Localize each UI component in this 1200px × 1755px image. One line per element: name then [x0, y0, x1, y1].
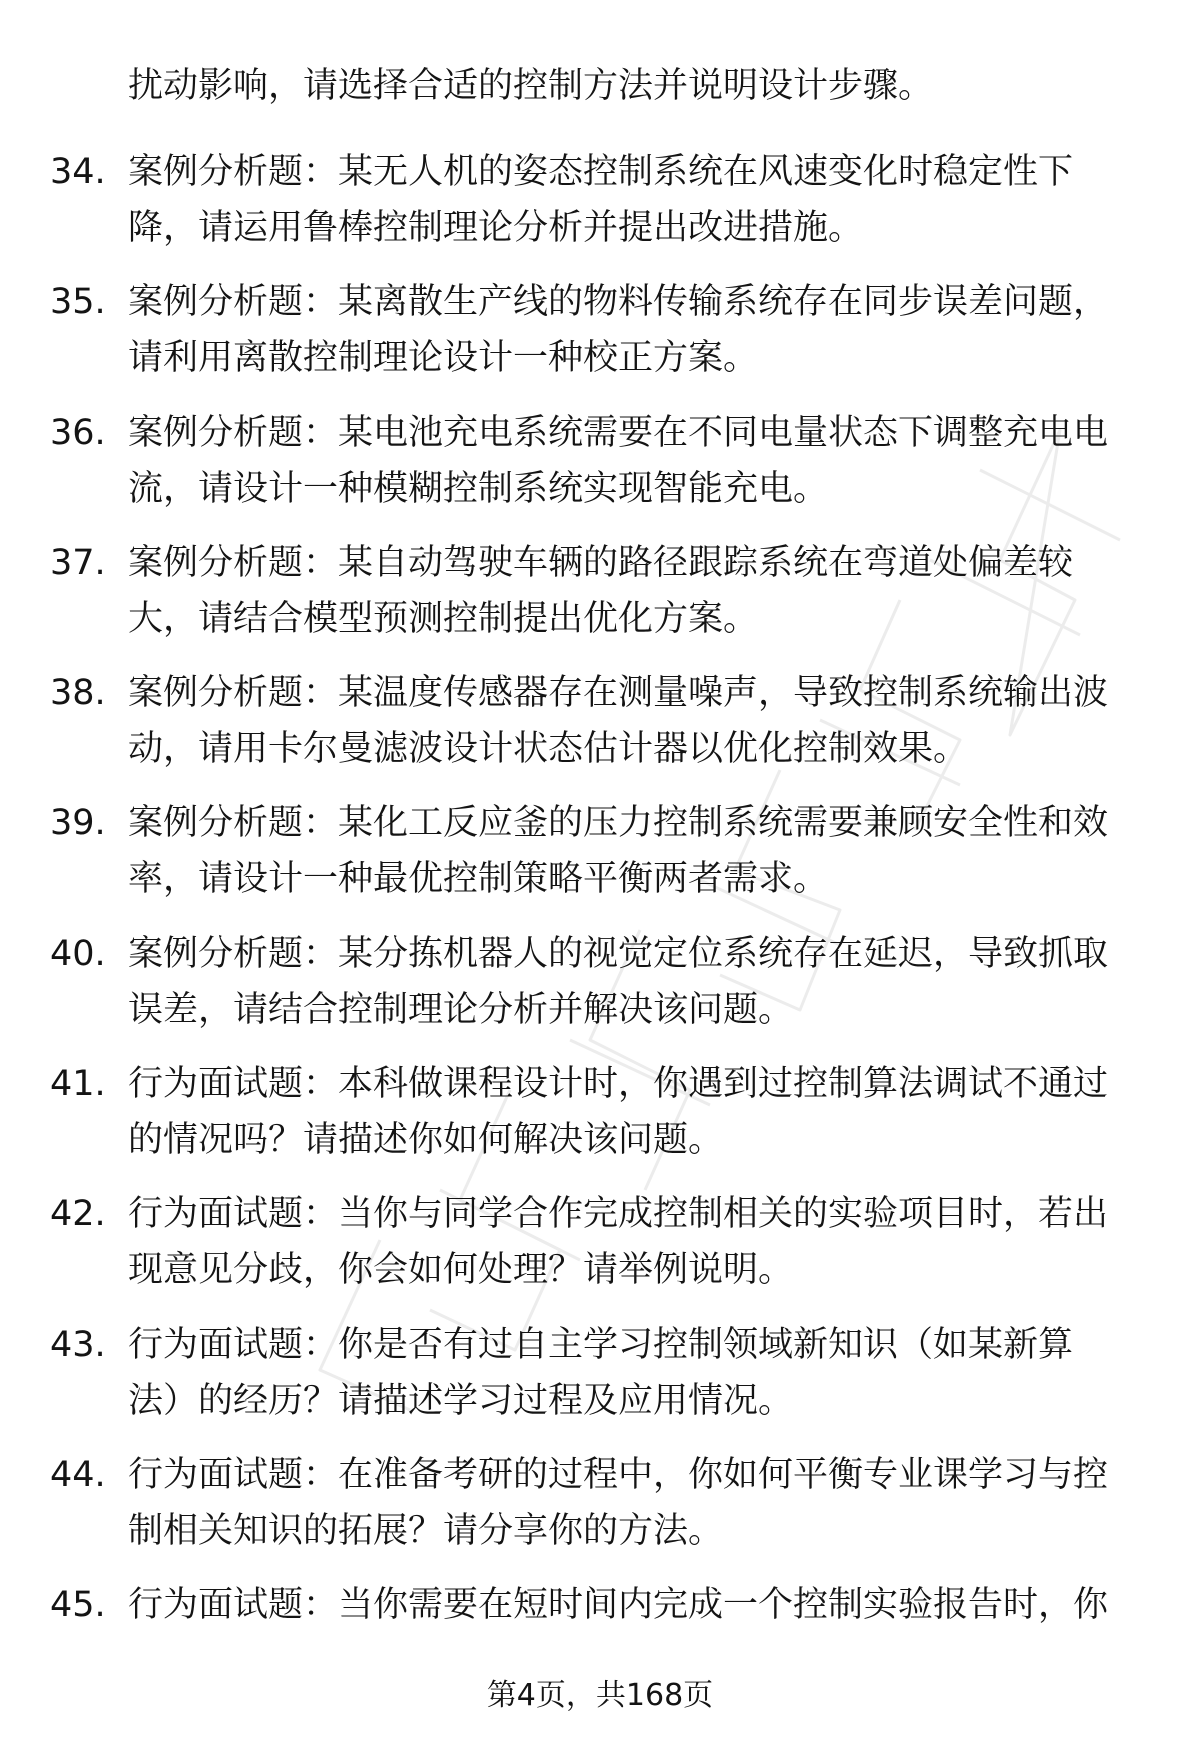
question-text: 行为面试题：你是否有过自主学习控制领域新知识（如某新算 法）的经历？请描述学习过程及应用情况。	[128, 1324, 1074, 1421]
question-text: 行为面试题：本科做课程设计时，你遇到过控制算法调试不通过 的情况吗？请描述你如何解决该问题。	[128, 1064, 1109, 1161]
question-text: 案例分析题：某无人机的姿态控制系统在风速变化时稳定性下 降，请运用鲁棒控制理论分析并提出改进措施。	[128, 152, 1074, 248]
question-text: 案例分析题：某化工反应釜的压力控制系统需要兼顾安全性和效 率，请设计一种最优控制策略平衡两者需求。	[128, 803, 1109, 900]
question-item	[0, 653, 1200, 783]
question-number: 43.	[50, 1324, 106, 1365]
question-list	[0, 132, 1200, 1696]
question-text: 行为面试题：在准备考研的过程中，你如何平衡专业课学习与控 制相关知识的拓展？请分享你的方法。	[128, 1454, 1109, 1551]
question-number: 39.	[50, 803, 106, 844]
question-text: 案例分析题：某离散生产线的物料传输系统存在同步误差问题， 请利用离散控制理论设计一种校正方案。	[128, 282, 1109, 379]
question-number: 35.	[50, 282, 106, 323]
continued-question-line: 扰动影响，请选择合适的控制方法并说明设计步骤。	[128, 66, 934, 106]
question-text: 案例分析题：某自动驾驶车辆的路径跟踪系统在弯道处偏差较 大，请结合模型预测控制提出优化方案。	[128, 542, 1074, 639]
question-item	[0, 1174, 1200, 1304]
question-item	[0, 783, 1200, 913]
question-item	[0, 262, 1200, 392]
question-text: 案例分析题：某分拣机器人的视觉定位系统存在延迟，导致抓取 误差，请结合控制理论分析并解决该问题。	[128, 933, 1109, 1030]
question-text: 行为面试题：当你需要在短时间内完成一个控制实验报告时，你	[128, 1585, 1109, 1626]
question-item	[0, 1044, 1200, 1174]
question-number: 44.	[50, 1454, 106, 1495]
question-number: 38.	[50, 673, 106, 714]
question-item	[0, 914, 1200, 1044]
question-number: 34.	[50, 152, 106, 192]
question-number: 41.	[50, 1064, 106, 1105]
question-text: 案例分析题：某电池充电系统需要在不同电量状态下调整充电电 流，请设计一种模糊控制系统实现智能充电。	[128, 412, 1109, 509]
question-item	[0, 523, 1200, 653]
question-item	[0, 132, 1200, 262]
question-number: 42.	[50, 1194, 106, 1235]
question-number: 40.	[50, 933, 106, 974]
question-item	[0, 1435, 1200, 1565]
question-text: 案例分析题：某温度传感器存在测量噪声，导致控制系统输出波 动，请用卡尔曼滤波设计状态估计器以优化控制效果。	[128, 673, 1109, 770]
question-number: 45.	[50, 1585, 106, 1626]
question-text: 行为面试题：当你与同学合作完成控制相关的实验项目时，若出 现意见分歧，你会如何处理？请举例说明。	[128, 1194, 1109, 1291]
question-number: 37.	[50, 542, 106, 583]
question-item	[0, 1305, 1200, 1435]
page-number: 第4页，共168页	[486, 1678, 714, 1713]
question-number: 36.	[50, 412, 106, 453]
question-item	[0, 393, 1200, 523]
